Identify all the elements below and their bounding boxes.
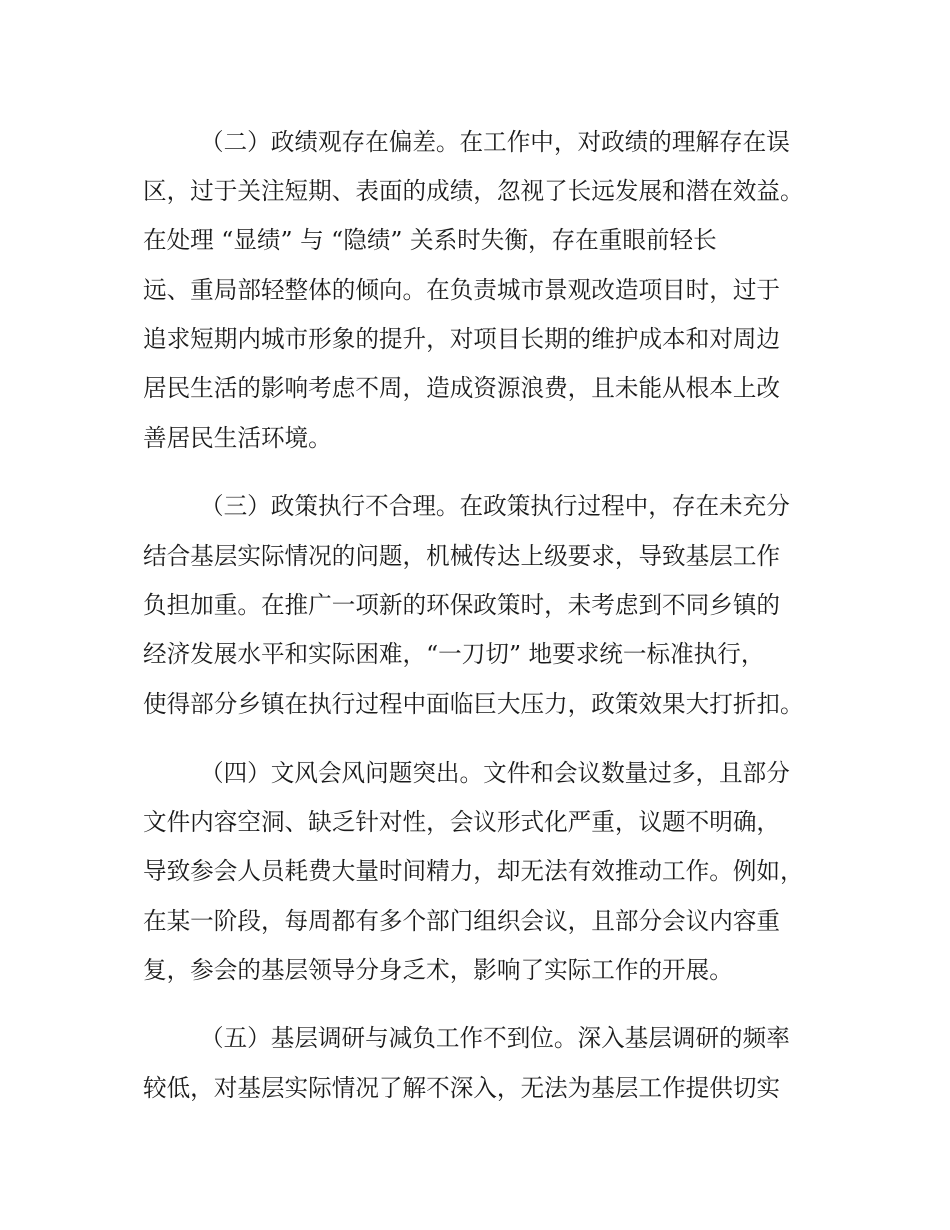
text-line: 在某一阶段，每周都有多个部门组织会议，且部分会议内容重 bbox=[143, 907, 781, 935]
text-line: 在处理 “显绩” 与 “隐绩” 关系时失衡，存在重眼前轻长 bbox=[143, 226, 717, 254]
text-line: 追求短期内城市形象的提升，对项目长期的维护成本和对周边 bbox=[143, 325, 781, 353]
text-line: 复，参会的基层领导分身乏术，影响了实际工作的开展。 bbox=[143, 956, 733, 984]
text-line: 经济发展水平和实际困难，“一刀切” 地要求统一标准执行， bbox=[143, 640, 765, 668]
text-line: 导致参会人员耗费大量时间精力，却无法有效推动工作。例如， bbox=[143, 857, 804, 885]
text-line: 区，过于关注短期、表面的成绩，忽视了长远发展和潜在效益。 bbox=[143, 177, 804, 205]
text-line: 远、重局部轻整体的倾向。在负责城市景观改造项目时，过于 bbox=[143, 276, 781, 304]
text-line: 负担加重。在推广一项新的环保政策时，未考虑到不同乡镇的 bbox=[143, 591, 781, 619]
text-line: 使得部分乡镇在执行过程中面临巨大压力，政策效果大打折扣。 bbox=[143, 690, 804, 718]
text-line: （二）政绩观存在偏差。在工作中，对政绩的理解存在误 bbox=[200, 128, 790, 156]
text-line: 居民生活的影响考虑不周，造成资源浪费，且未能从根本上改 bbox=[143, 374, 781, 402]
text-line: 善居民生活环境。 bbox=[143, 424, 332, 452]
text-line: 较低，对基层实际情况了解不深入，无法为基层工作提供切实 bbox=[143, 1074, 781, 1102]
text-line: （五）基层调研与减负工作不到位。深入基层调研的频率 bbox=[200, 1024, 790, 1052]
text-line: 文件内容空洞、缺乏针对性，会议形式化严重，议题不明确， bbox=[143, 808, 781, 836]
text-line: 结合基层实际情况的问题，机械传达上级要求，导致基层工作 bbox=[143, 542, 781, 570]
text-line: （三）政策执行不合理。在政策执行过程中，存在未充分 bbox=[200, 492, 790, 520]
text-line: （四）文风会风问题突出。文件和会议数量过多，且部分 bbox=[200, 759, 790, 787]
